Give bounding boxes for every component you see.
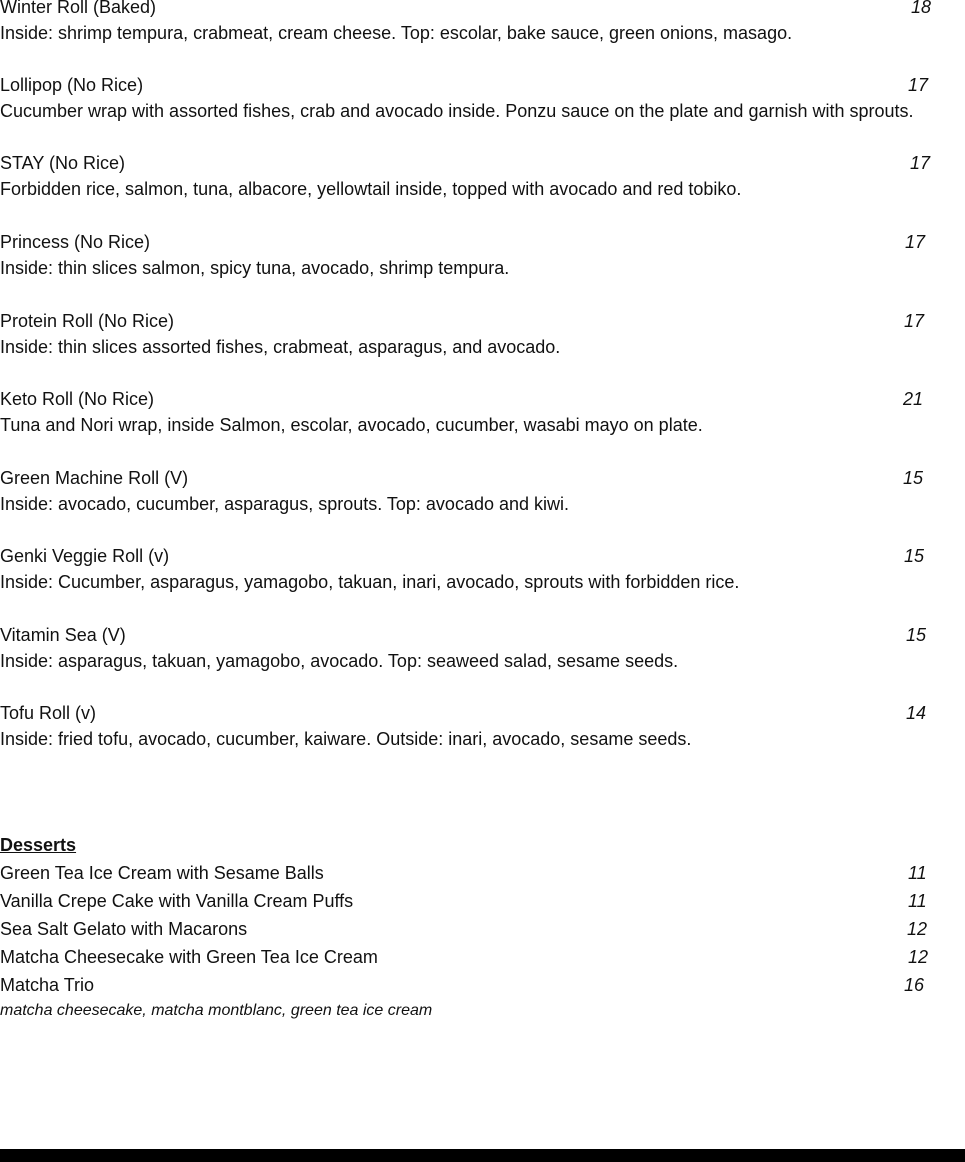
roll-price: 15 — [903, 468, 924, 488]
roll-name: Tofu Roll (v) — [0, 703, 97, 723]
roll-description: Inside: avocado, cucumber, asparagus, sprouts. Top: avocado and kiwi. — [0, 494, 570, 514]
roll-price: 17 — [910, 153, 931, 173]
dessert-price: 12 — [908, 947, 929, 967]
roll-description: Inside: shrimp tempura, crabmeat, cream cheese. Top: escolar, bake sauce, green onions, masago. — [0, 23, 793, 43]
roll-name: STAY (No Rice) — [0, 153, 126, 173]
roll-price: 18 — [911, 0, 932, 17]
dessert-price: 11 — [908, 863, 927, 883]
dessert-price: 16 — [904, 975, 925, 995]
roll-price: 17 — [904, 311, 925, 331]
roll-description: Inside: thin slices salmon, spicy tuna, avocado, shrimp tempura. — [0, 258, 510, 278]
dessert-item — [0, 918, 965, 940]
dessert-item — [0, 974, 965, 996]
roll-price: 15 — [906, 625, 927, 645]
dessert-name: Vanilla Crepe Cake with Vanilla Cream Puffs — [0, 891, 354, 911]
dessert-note: matcha cheesecake, matcha montblanc, green tea ice cream — [0, 1002, 433, 1019]
roll-description: Inside: fried tofu, avocado, cucumber, kaiware. Outside: inari, avocado, sesame seeds. — [0, 729, 692, 749]
roll-name: Green Machine Roll (V) — [0, 468, 189, 488]
dessert-item — [0, 862, 965, 884]
dessert-item — [0, 890, 965, 912]
roll-name: Genki Veggie Roll (v) — [0, 546, 170, 566]
dessert-price: 11 — [908, 891, 927, 911]
dessert-name: Matcha Trio — [0, 975, 95, 995]
roll-description: Inside: asparagus, takuan, yamagobo, avocado. Top: seaweed salad, sesame seeds. — [0, 651, 679, 671]
dessert-name: Green Tea Ice Cream with Sesame Balls — [0, 863, 324, 883]
roll-description: Inside: thin slices assorted fishes, crabmeat, asparagus, and avocado. — [0, 337, 561, 357]
roll-name: Vitamin Sea (V) — [0, 625, 126, 645]
roll-price: 14 — [906, 703, 927, 723]
roll-name: Lollipop (No Rice) — [0, 75, 144, 95]
roll-price: 15 — [904, 546, 925, 566]
dessert-price: 12 — [907, 919, 928, 939]
roll-description: Forbidden rice, salmon, tuna, albacore, yellowtail inside, topped with avocado and red tobiko. — [0, 179, 742, 199]
roll-description: Cucumber wrap with assorted fishes, crab and avocado inside. Ponzu sauce on the plate and garnish with sprouts. — [0, 101, 914, 121]
roll-price: 21 — [903, 389, 924, 409]
footer-bar — [0, 1149, 965, 1162]
roll-price: 17 — [905, 232, 926, 252]
roll-price: 17 — [908, 75, 929, 95]
dessert-item — [0, 946, 965, 968]
roll-name: Protein Roll (No Rice) — [0, 311, 175, 331]
dessert-name: Matcha Cheesecake with Green Tea Ice Cream — [0, 947, 378, 967]
roll-description: Inside: Cucumber, asparagus, yamagobo, takuan, inari, avocado, sprouts with forbidden rice. — [0, 572, 740, 592]
roll-description: Tuna and Nori wrap, inside Salmon, escolar, avocado, cucumber, wasabi mayo on plate. — [0, 415, 703, 435]
roll-name: Princess (No Rice) — [0, 232, 151, 252]
roll-name: Keto Roll (No Rice) — [0, 389, 155, 409]
roll-name: Winter Roll (Baked) — [0, 0, 157, 17]
section-heading-desserts: Desserts — [0, 835, 77, 855]
dessert-name: Sea Salt Gelato with Macarons — [0, 919, 248, 939]
